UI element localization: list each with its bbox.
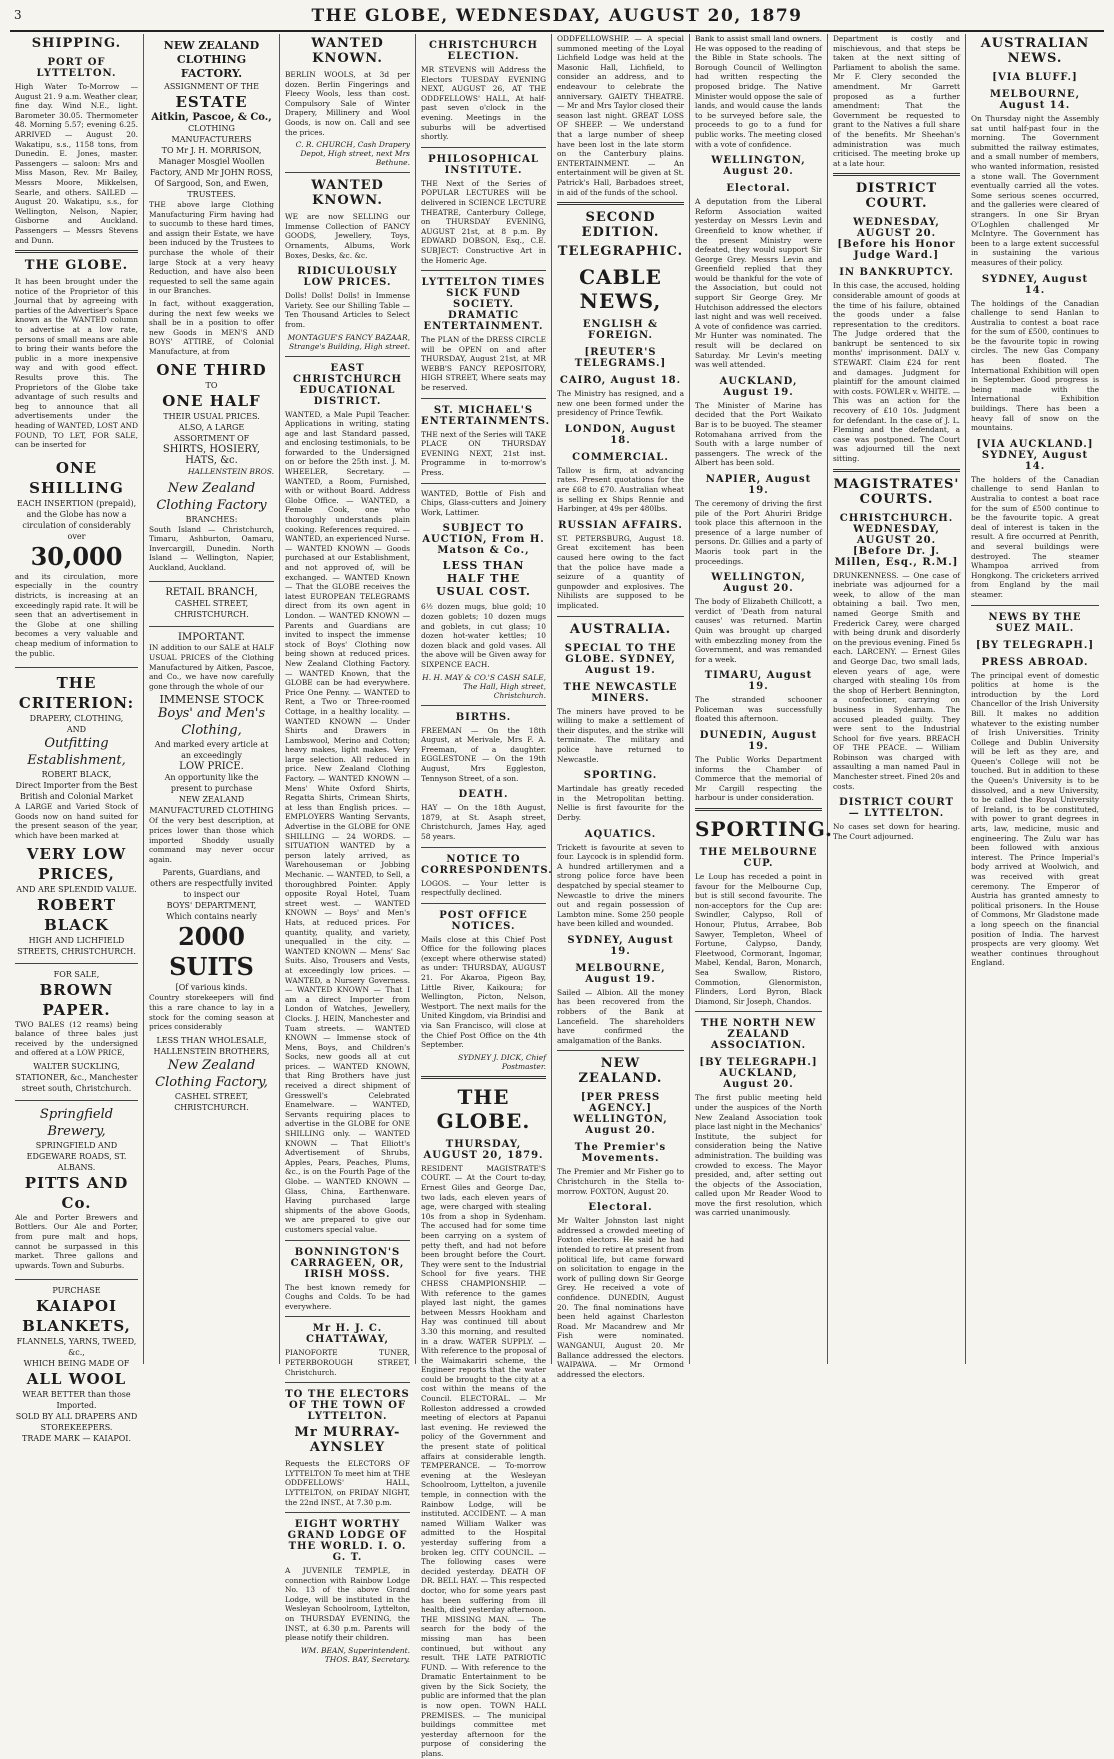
opportunity: An opportunity like the present to purchase <box>164 773 259 794</box>
nz-clothing-factory-2: New Zealand Clothing Factory, <box>155 1057 268 1090</box>
electoral-text: Mr Walter Johnston last night addressed a crowded meeting of Foxton electors. He said he had intended to retire at present from political life, but came forward on solicitation to engage in the work of pulling down Sir George Grey. He received a vote of confidence. DUNEDIN, August 20. The final nominations have been held against Charleston Road. Mr Macandrew and Mr Fish were nominated. WANGANUI, August 20. Mr Ballance addressed the electors. WAIPAWA. — Mr Ormond addressed the electors. <box>557 1216 685 1379</box>
by-telegraph: [BY TELEGRAPH.] AUCKLAND, August 20. <box>699 1057 818 1091</box>
premier-text: The Premier and Mr Fisher go to Christchurch in the Stella to-morrow. FOXTON, August 20. <box>557 1167 684 1196</box>
newcastle-text: The miners have proved to be willing to make a settlement of their disputes, and the strike will terminate. The military and police have returned to Newcastle. <box>557 706 684 764</box>
piano-text: PIANOFORTE TUNER, PETERBOROUGH STREET, Christchurch. <box>285 1348 410 1377</box>
napier-dateline: NAPIER, August 19. <box>705 473 812 496</box>
english-foreign: ENGLISH & FOREIGN. <box>582 319 659 342</box>
globe-heading: THE GLOBE. <box>436 1084 531 1133</box>
postmaster-sign: SYDNEY J. DICK, Chief Postmaster. <box>458 1052 546 1071</box>
column-1 <box>10 34 144 1444</box>
lyttelton-text: No cases set down for hearing. The Court adjourned. <box>833 822 960 841</box>
estate: ESTATE <box>175 93 248 111</box>
melbourne-dateline-2: MELBOURNE, August 14. <box>989 89 1081 111</box>
nz-tubed-clothing: NEW ZEALAND MANUFACTURED CLOTHING <box>149 795 274 816</box>
lodge-heading: EIGHT WORTHY GRAND LODGE OF THE WORLD. I. O. G. T. <box>287 1519 408 1564</box>
nz-clothing-factory: NEW ZEALAND CLOTHING FACTORY. <box>163 39 260 80</box>
contains: Which contains nearly <box>166 912 257 922</box>
melbourne-cup: THE MELBOURNE CUP. <box>699 847 818 870</box>
purchase: PURCHASE <box>52 1286 101 1296</box>
sydney-dateline: SYDNEY, August 19. <box>567 934 674 957</box>
factory-text: THE above large Clothing Manufacturing Firm having had to succumb to these hard times, and assign their Estate, we have been induced by the Trustees to purchase the whole of their large Stock at a very heavy Reduction, and have also been requested to sell the same again in our Branches. <box>149 200 274 296</box>
napier-text: The ceremony of driving the first pile of the Port Ahuriri Bridge took place this afternoon in the presence of a large number of persons. Dr. Gillies and a party of Maoris took part in the proceedings. <box>695 498 822 566</box>
moss-text: The best known remedy for Coughs and Colds. To be had everywhere. <box>285 1282 410 1311</box>
cashel-street-2: CASHEL STREET, CHRISTCHURCH. <box>174 1091 249 1112</box>
criterion-sub: DRAPERY, CLOTHING, <box>29 714 124 724</box>
port-heading: PORT OF LYTTELTON. <box>36 57 117 79</box>
via-auckland: [VIA AUCKLAND.] SYDNEY, August 14. <box>976 438 1094 472</box>
criterion-and: AND <box>66 725 87 735</box>
wanted-glass-text: WANTED, Bottle of Fish and Chips, Glass-cutters and Joinery Work, Lattimer. <box>421 488 546 517</box>
district-text: In this case, the accused, holding considerable amount of goods at the time of his failure, obtained the goods under a false representation to the creditors. The Judge ordered that the bankrupt be sentenced to six months' imprisonment. DALY v. STEWART. Claim £24 for rent and damages. Judgment for plaintiff for the amount claimed with costs. FOWLER v. WHITE. — This was an action for the recovery of £10 10s. Judgment for defendant. In the case of J. L. Fleming and the defendant, a case was postponed. The Court was adjourned till the next sitting. <box>833 281 960 463</box>
dunedin-dateline: DUNEDIN, August 19. <box>699 730 818 753</box>
reuters: [REUTER'S TELEGRAMS.] <box>574 347 667 370</box>
by-telegraph-2: [BY TELEGRAPH.] <box>975 639 1095 651</box>
berlin-wools-text: BERLIN WOOLS, at 3d per dozen. Berlin Fingerings and Fleecy Wools, less than cost. Compulsory Sale of Winter Drapery, Millinery and Wool Goods, is now on. Call and see the prices. <box>285 70 410 137</box>
kaiapoi-ad <box>15 1280 138 1450</box>
price-sub: EACH INSERTION (prepaid), and the Globe has now a circulation of considerably over <box>16 498 137 541</box>
russian-heading: RUSSIAN AFFAIRS. <box>558 519 683 531</box>
aquatics-text: Trickett is favourite at seven to four. Laycock is in splendid form. A hundred artillerymen and a strong police force have been despatched by special steamer to Newcastle to drive the miners out and regain possession of Lambton mine. Some 250 people have been killed and wounded. <box>557 842 684 929</box>
murray-aynsley: Mr MURRAY-AYNSLEY <box>294 1425 401 1456</box>
nz-factory: New Zealand Clothing Factory <box>156 480 267 513</box>
dunedin-text: The Public Works Department informs the Chamber of Commerce that the memorial of Mr Cargill respecting the harbour is under consideration. <box>695 755 822 803</box>
column-2 <box>144 34 280 1364</box>
boys-mens-clothing: Boys' and Men's Clothing, <box>157 706 266 739</box>
press-abroad: PRESS ABROAD. <box>981 656 1089 668</box>
timaru-text: The stranded schooner Policeman was successfully floated this afternoon. <box>695 695 822 724</box>
auction-heading: SUBJECT TO AUCTION, From H. Matson & Co., <box>422 523 545 557</box>
newspaper-title: THE GLOBE, WEDNESDAY, AUGUST 20, 1879 <box>311 6 803 26</box>
special-dateline: SPECIAL TO THE GLOBE. SYDNEY, August 19. <box>564 642 677 676</box>
pitts-text: Ale and Porter Brewers and Bottlers. Our Ale and Porter, from pure malt and hops, cannot be surpassed in this market. Three gallons and upwards. Town and Suburbs. <box>15 1212 138 1270</box>
lodge-text: A JUVENILE TEMPLE, in connection with Rainbow Lodge No. 13 of the above Grand Lodge, will be instituted in the Wesleyan Schoolroom, Lyttelton, on THURSDAY EVENING, the INST., at 6.30 p.m. Parents will please notify their children. <box>285 1566 410 1643</box>
st-michaels-heading: ST. MICHAEL'S ENTERTAINMENTS. <box>421 404 551 427</box>
brown-paper: BROWN PAPER. <box>39 980 114 1019</box>
sporting-text: Martindale has greatly receded in the Metropolitan betting. Nellie is first favourite for the Derby. <box>557 784 684 822</box>
post-office-text: Mails close at this Chief Post Office for the following places (except where otherwise stated) as under: THURSDAY, AUGUST 21. For Akaroa, Pigeon Bay, Little River, Kaikoura; for Wellington, Picton, Nelson, Westport. The next mails for the United Kingdom, via Brindisi and via San Francisco, will close at the Chief Post Office on the 4th September. <box>421 934 546 1050</box>
retail-ad <box>149 582 274 627</box>
columns <box>10 34 1104 1759</box>
sporting-heading-2: SPORTING. <box>695 817 834 842</box>
sporting-heading: SPORTING. <box>583 770 658 782</box>
shipping-heading: SHIPPING. <box>31 36 122 51</box>
flannels: FLANNELS, YARNS, TWEED, &c., <box>16 1337 137 1358</box>
nz-association: THE NORTH NEW ZEALAND ASSOCIATION. <box>700 1018 817 1052</box>
important: IMPORTANT. <box>178 632 245 644</box>
russian-text: ST. PETERSBURG, August 18. Great excitement has been caused here owing to the fact that the police have made a seizure of a quantity of gunpowder and explosives. The Nihilists are supposed to be implicated. <box>557 533 684 610</box>
melbourne-text: Sailed — Albion. All the money has been recovered from the robbers of the Bank at Lancefield. The shareholders have confirmed the amalgamation of the Banks. <box>557 987 684 1045</box>
wool-text: WHICH BEING MADE OF <box>23 1359 130 1369</box>
criterion-text: A LARGE and Varied Stock of Goods now on hand suited for the present season of the year, which have been marked at <box>15 802 138 840</box>
brewery-ad <box>15 1101 138 1281</box>
second-edition: SECOND EDITION. <box>581 210 660 241</box>
2000-suits: 2000 SUITS <box>169 922 254 982</box>
column-4 <box>416 34 553 1759</box>
montague-sign: MONTAGUE'S FANCY BAZAAR, Strange's Building, High street. <box>287 332 410 351</box>
shipping-text: High Water To-Morrow — August 21. 9 a.m. Weather clear, fine day. Wind N.E., light. Barometer 30.05. Thermometer 48. Morning 5.57; evening 6.25. ARRIVED — August 20. Wakatipu, s.s., 1158 tons, from Dunedin. E. Jones, master. Passengers — saloon: Mrs and Miss Mason, Rev. Mr Bailey, Messrs Moore, Mikkelsen, Searle, and others. SAILED — August 20. Wakatipu, s.s., for Wellington, Nelson, Napier, Gisborne and Auckland. Passengers — Messrs Stevens and Dunn. <box>15 82 138 245</box>
branches-list: South Island — Christchurch, Timaru, Ashburton, Oamaru, Invercargill, Dunedin. North Island — Wellington, Napier, Auckland, Auckland. <box>149 524 274 572</box>
col7-lead-text: Department is costly and mischievous, and that steps be taken at the next sitting of Parliament to abolish the same. Mr F. Clery seconded the amendment. Mr Garrett proposed as a further amendment: That the Government be requested to grant to the Natives a full share of the benefits. Mr Sheehan's administration was much criticised. The meeting broke up at a late hour. <box>833 34 960 168</box>
cairo-text: The Ministry has resigned, and a new one been formed under the presidency of Prince Tewfik. <box>557 389 684 418</box>
australia-heading: AUSTRALIA. <box>569 621 672 637</box>
important-text: IN addition to our SALE at HALF USUAL PRICES of the Clothing Manufactured by Aitken, Pascoe, and Co., we have now carefully gone through the whole of our <box>149 643 274 691</box>
district-date: WEDNESDAY, AUGUST 20. [Before his Honor Judge Ward.] <box>837 217 956 262</box>
all-wool: ALL WOOL <box>26 1370 127 1389</box>
brewery-address: SPRINGFIELD AND EDGEWARE ROADS, ST. ALBANS. <box>26 1140 127 1172</box>
st-michaels-text: THE next of the Series will TAKE PLACE ON THURSDAY EVENING NEXT, 21st inst. Programme in to-morrow's Press. <box>421 429 546 478</box>
low-price: LOW PRICE. <box>179 761 244 773</box>
wanted-known-heading: WANTED KNOWN. <box>311 36 384 66</box>
low-prices: VERY LOW PRICES, <box>26 844 127 883</box>
page-number: 3 <box>14 8 22 22</box>
globe-notice-title: THE GLOBE. <box>24 258 129 274</box>
boys-department: BOYS' DEPARTMENT, <box>166 901 257 911</box>
circulation-number: 30,000 <box>30 541 123 571</box>
bonnington-heading: BONNINGTON'S CARRAGEEN, OR, IRISH MOSS. <box>290 1246 405 1280</box>
may-sign: H. H. MAY & CO.'S CASH SALE, The Hall, High street, Christchurch. <box>422 672 546 700</box>
cable-news: CABLE NEWS, <box>579 265 662 314</box>
magistrates-text: DRUNKENNESS. — One case of inebriate was adjourned for a week, to allow of the man obtaining a bail. Two men, named George Smith and Frederick Carey, were charged with being drunk and disorderly on the previous evening. Fined 5s each. LARCENY. — Ernest Giles and George Dac, two small lads, eleven years of age, were charged with stealing 10s from the shop of Herbert Bennington, a confectioner, carrying on business in Sydenham. The accused pleaded guilty. They were sent to the Industrial School for five years. BREACH OF THE PEACE. — William Robinson was charged with assaulting a man named Paul in Manchester street. Fined 20s and costs. <box>833 570 960 791</box>
newcastle-heading: THE NEWCASTLE MINERS. <box>563 681 678 704</box>
births-heading: BIRTHS. <box>455 711 512 723</box>
lyttelton-court: DISTRICT COURT — LYTTELTON. <box>839 797 954 820</box>
correspondents-text: LOGOS. — Your letter is respectfully declined. <box>421 878 546 898</box>
london-dateline: LONDON, August 18. <box>564 423 677 446</box>
criterion-title: THE CRITERION: <box>18 674 135 713</box>
timaru-dateline: TIMARU, August 19. <box>704 670 813 693</box>
post-office-heading: POST OFFICE NOTICES. <box>439 909 528 932</box>
shirts: SHIRTS, HOSIERY, HATS, &c. <box>162 443 261 466</box>
brown-paper-text: TWO BALES (12 reams) being balance of three bales just received by the undersigned and offered at a LOW PRICE, <box>15 1019 138 1058</box>
cup-text: Le Loup has receded a point in favour for the Melbourne Cup, but is still second favourite. The non-acceptors for the Cup are: Swindler, Calypso, Roll of Honour, Plutus, Arrabee, Bob Sawyer, Templeton, Wheel of Fortune, Calypso, Dandy, Fleetwood, Cormorant, Ingomar, Mabel, Kendal, Baron, Monarch, Sea Swallow, Ristoro, Commotion, Glenormiston, Flinders, Lord Byron, Black Diamond, Sir Joseph, Chandos. <box>695 872 822 1006</box>
ridiculously-low: RIDICULOUSLY LOW PRICES. <box>297 266 398 289</box>
telegraphic: TELEGRAPHIC. <box>557 244 684 260</box>
one-third: ONE THIRD <box>156 360 267 379</box>
births-text: FREEMAN — On the 18th August, at Merivale, Mrs F. A. Freeman, of a daughter. EGGLESTONE — On the 19th August, Mrs Eggleston, Tennyson Street, of a son. <box>421 725 546 783</box>
globe-notice-text: It has been brought under the notice of the Proprietor of this Journal that by agreeing with parties of the Advertiser's Space known as the WANTED column to advertise at a low rate, persons of small means are able to bring their wants before the public in a more inexpensive way and with good effect. Results prove this. The Proprietors of the Globe take advantage of such results and beg to announce that all advertisements under the heading of WANTED, LOST AND FOUND, TO LET, FOR SALE, can be inserted for <box>15 277 138 450</box>
less-than-half: LESS THAN HALF THE USUAL COST. <box>436 559 531 599</box>
globe-date: THURSDAY, AUGUST 20, 1879. <box>423 1138 544 1161</box>
factory-text-2: In fact, without exaggeration, during the next few weeks we shall be in a position to offer new Goods in MEN'S AND BOYS' ATTIRE, of Colonial Manufacture, at from <box>149 298 274 356</box>
sydney-text: The holdings of the Canadian challenge to send Hanlan to Australia to contest a boat race for the sum of £500, continues to be the favourite topic in rowing circles. The new Gas Company has been floated. The International Exhibition will open in September. Good progress is being made with the International Exhibition buildings. There has been a heavy fall of snow on the mountains. <box>971 298 1099 433</box>
electoral-text-2: A deputation from the Liberal Reform Association waited yesterday on Messrs Levin and Greenfield to know whether, if the present Ministry were defeated, they would support Sir George Grey. Messrs Levin and Greenfield replied that they would be thankful for the vote of the Association, but could not support Sir George Grey. Mr Hutchison addressed the electors last night and was well received. A vote of confidence was carried. Mr Hunter was nominated. The result will be declared on Saturday. Mr Levin's meeting was well attended. <box>695 197 822 370</box>
assignment: ASSIGNMENT OF THE <box>164 82 259 91</box>
magistrates-courts: MAGISTRATES' COURTS. <box>833 476 960 507</box>
col5-lead-text: ODDFELLOWSHIP. — A special summoned meeting of the Loyal Lichfield Lodge was held at the Masonic Hall, Lichfield, to consider an address, and to endeavour to celebrate the anniversary. GAIETY THEATRE. — Mr and Mrs Taylor closed their season last night. GREAT LOSS OF SHEEP. — We understand that a large number of sheep have been lost in the late storm on the Canterbury plains. ENTERTAINMENT. — An entertainment will be given at St. Patrick's Hall, Barbadoes street, in aid of the funds of the school. <box>557 34 684 197</box>
immense-stock: IMMENSE STOCK <box>159 693 264 707</box>
splendid-value: AND ARE SPLENDID VALUE. <box>16 884 137 894</box>
auckland-dateline: AUCKLAND, August 19. <box>719 375 798 398</box>
globe-price-ad <box>15 453 138 668</box>
electoral-heading-2: Electoral. <box>726 183 791 195</box>
column-6 <box>690 34 834 1364</box>
wellington-dateline: WELLINGTON, August 20. <box>711 155 806 178</box>
parents: Parents, Guardians, and others are respectfully invited to inspect our <box>150 868 273 900</box>
dolls-text: Dolls! Dolls! Dolls! in Immense Variety. See our Shilling Table — Ten Thousand Articles to Select from. <box>285 291 410 329</box>
kaiapoi-blankets: KAIAPOI BLANKETS, <box>22 1297 131 1336</box>
melbourne-dateline: MELBOURNE, August 19. <box>575 962 666 985</box>
new-zealand-heading: NEW ZEALAND. <box>578 1056 663 1087</box>
via-bluff: [VIA BLUFF.] <box>992 72 1078 83</box>
wanted-known-heading-2: WANTED KNOWN. <box>311 178 384 209</box>
masthead <box>10 4 1104 32</box>
philosophical-text: THE Next of the Series of POPULAR LECTURES will be delivered in SCIENCE LECTURE THEATRE, Canterbury College, on THURSDAY EVENING, AUGUST 21st, at 8 p.m. By EDWARD DOBSON, Esq., C.E. SUBJECT: Constructive Art in the Homeric Age. <box>421 178 546 265</box>
sold-by: SOLD BY ALL DRAPERS AND STOREKEEPERS. <box>15 1412 138 1433</box>
stevens-text: MR STEVENS will Address the Electors TUESDAY EVENING NEXT, AUGUST 26, AT THE ODDFELLOWS' HALL, At half-past seven o'clock in the evening. Meetings in the suburbs will be advertised shortly. <box>421 65 546 142</box>
district-heading: EAST CHRISTCHURCH EDUCATIONAL DISTRICT. <box>293 362 402 407</box>
globe-text: RESIDENT MAGISTRATE'S COURT. — At the Court to-day, Ernest Giles and George Dac, two lads, each eleven years of age, were charged with stealing 10s from a shop in Sydenham. The accused had for some time been carrying on a system of petty theft, and had not before been brought before the Court. They were sent to the Industrial School for five years. THE CHESS CHAMPIONSHIP. — With reference to the games played last night, the games between Messrs Hookham and Hay was continued till about 3.30 this morning, and resulted in a draw. WATER SUPPLY. — With reference to the proposal of the Waimakariri scheme, the Engineer reports that the water could be brought to the city at a cost within the means of the Council. ELECTORAL. — Mr Rolleston addressed a crowded meeting of electors at Papanui last evening. He reviewed the policy of the Government and the present state of political affairs at considerable length. TEMPERANCE. — To-morrow evening at the Wesleyan Schoolroom, Lyttelton, a juvenile temple, in connection with the Rainbow Lodge, will be instituted. ACCIDENT. — A man named William Walker was admitted to the Hospital yesterday suffering from a broken leg. CITY COUNCIL. — The following cases were decided yesterday. DEATH OF DR. BELL HAY. — This respected doctor, who for some years past has been suffering from ill health, died yesterday afternoon. THE MISSING MAN. — The search for the body of the missing man has been continued, but without any result. THE LATE PATRIOTIC FUND. — With reference to the Dramatic Entertainment to be given by the Sick Society, the public are informed that the plan is now open. TOWN HALL PREMISES. — The municipal buildings committee met yesterday afternoon for the purpose of considering the plans. <box>421 1163 546 1759</box>
cashel-street: CASHEL STREET, CHRISTCHURCH. <box>174 599 249 620</box>
sydney-text-2: The holders of the Canadian challenge to send Hanlan to Australia to contest a boat race for the sum of £500 continue to be the favourite topic. A great deal of interest is taken in the result. A fire occurred at Penrith, and several buildings were destroyed. The steamer Whampoa arrived from Hongkong. The cricketers arrived from England by the mail steamer. <box>971 474 1099 599</box>
suckling-address: STATIONER, &c., Manchester street south, Christchurch. <box>15 1072 138 1093</box>
hallenstein-sign: HALLENSTEIN BROS. <box>187 466 274 476</box>
commercial-heading: COMMERCIAL. <box>572 451 669 463</box>
wellington-text: The body of Elizabeth Chillcott, a verdict of 'Death from natural causes' was returned. Martin Quin was brought up charged with embezzling money from the Government, and was remanded for a week. <box>695 597 822 664</box>
column-5 <box>552 34 690 1379</box>
death-heading: DEATH. <box>458 789 509 801</box>
commercial-text: Tallow is firm, at advancing rates. Present quotations for the are £68 to £70. Australian wheat is selling ex Ships Rennie and Harbinger, at 49s per 480lbs. <box>557 465 684 514</box>
also: ALSO, A LARGE ASSORTMENT OF <box>173 422 250 443</box>
fancy-goods-text: WE are now SELLING our Immense Collection of FANCY GOODS, Jewellery, Toys, Ornaments, Albums, Work Boxes, Desks, &c. &c. <box>285 212 410 260</box>
country-text: Country storekeepers will find this a rare chance to lay in a stock for the coming season at prices considerably <box>149 993 274 1032</box>
sydney-dateline-2: SYDNEY, August 14. <box>981 273 1089 296</box>
murray-text: Requests the ELECTORS OF LYTTELTON To meet him at THE ODDFELLOWS' HALL, LYTTELTON, on FRIDAY NIGHT, the 22nd INST., At 7.30 p.m. <box>285 1459 410 1507</box>
lodge-sign: WM. BEAN, Superintendent. THOS. BAY, Secretary. <box>300 1645 410 1664</box>
death-text: HAY — On the 18th August, 1879, at St. Asaph street, Christchurch, James Hay, aged 58 years. <box>421 803 546 841</box>
goods-list: 6½ dozen mugs, blue gold; 10 dozen goblets; 10 dozen mugs and goblets, in cut glass; 10 dozen hot-water kettles; 10 dozen black and gold vases. All the above will be Given away for SIXPENCE EACH. <box>421 602 546 669</box>
plan-text: The PLAN of the DRESS CIRCLE will be OPEN on and after THURSDAY, August 21st, at MR WEBB'S FANCY REPOSITORY, HIGH STREET, Where seats may be reserved. <box>421 335 546 393</box>
circulation-text: and its circulation, more especially in the country districts, is increasing at an exceedingly rapid rate. It will be seen that an advertisement in the Globe at one shilling becomes a very valuable and cheap medium of information to the public. <box>15 571 138 658</box>
price-heading: ONE SHILLING <box>29 458 124 497</box>
to: TO <box>205 380 218 390</box>
wanted-ads-text: WANTED, a Male Pupil Teacher. Applications in writing, stating age and last Standard passed, and enclosing testimonials, to be forwarded to the Undersigned on or before the 25th inst. J. M. WHEELER, Secretary. — WANTED, a Room, Furnished, with or without Board. Address Globe Office. — WANTED, a Female Cook, one who thoroughly understands plain cooking. References required. — WANTED, an experienced Nurse. — WANTED KNOWN — Goods purchased at our Establishment, and not approved of, will be exchanged. — WANTED Known — That the GLOBE receives the latest EUROPEAN TELEGRAMS direct from its own agent in London. — WANTED KNOWN — Parents and Guardians are invited to inspect the immense stock of Boys' Clothing now being shown at reduced prices. New Zealand Clothing Factory. — WANTED Known, that the GLOBE can be had everywhere. Price One Penny. — WANTED to Rent, a Two or Three-roomed Cottage, in a healthy locality. — WANTED KNOWN — Under Shirts and Drawers in Lambswool, Merino and Cotton; heavy makes, light makes. Very large selection. All reduced in price. New Zealand Clothing Factory. — WANTED KNOWN — Mens' White Oxford Shirts, Regatta Shirts, Crimean Shirts, at less than English prices. — EMPLOYERS Wanting Servants, Advertise in the GLOBE for ONE SHILLING — 24 WORDS. — SITUATION WANTED by a person lately arrived, as Warehouseman or Jobbing Mechanic. — WANTED, to Sell, a thoroughbred Pointer. Apply opposite Royal Hotel, Tuam street west. — WANTED KNOWN — Boys' and Men's Hats, at reduced prices. For quantity, quality, and variety, unequalled in the city. — WANTED KNOWN — Mens' Sac Suits. Also, Trousers and Vests, at exceedingly low prices. — WANTED, a Nursery Governess. — WANTED KNOWN — That I am a direct Importer from London of Watches, Jewellery, Clocks. J. HEIN, Manchester and Tuam streets. — WANTED KNOWN — Immense stock of Mens, Boys, and Children's Socks, new goods all at cut prices. — WANTED KNOWN, that Ring Brothers have just received a direct shipment of Gresswell's Celebrated Enamelware. — WANTED, Servants requiring places to advertise in the GLOBE for ONE SHILLING only. — WANTED KNOWN — That Elliott's Advertisement of Shrubs, Apples, Pears, Peaches, Plums, &c., is on the Fourth Page of the Globe. — WANTED KNOWN — Glass, China, Earthenware. Having purchased large shipments of the above Goods, we are prepared to give our customers special value. <box>285 409 410 1234</box>
one-half: ONE HALF <box>162 391 261 410</box>
suckling-name: WALTER SUCKLING, <box>33 1061 120 1071</box>
aitkin-pascoe: Aitkin, Pascoe, & Co., <box>151 112 272 123</box>
branches: BRANCHES: <box>185 514 238 524</box>
district-court: DISTRICT COURT. <box>855 181 938 212</box>
col6-lead-text: Bank to assist small land owners. He was opposed to the reading of the Bible in State schools. The Borough Council of Wellington had written respecting the proposed bridge. The Native Minister would oppose the sale of lands, and would cause the lands to be surveyed before sale, the proceeds to go to a fund for public works. The meeting closed with a vote of confidence. <box>695 34 822 149</box>
clothing-manufacturers: CLOTHING MANUFACTURERS <box>171 124 252 144</box>
column-8 <box>966 34 1104 1364</box>
robert-black: ROBERT BLACK <box>36 895 116 934</box>
electoral-heading: Electoral. <box>588 1202 653 1214</box>
australian-news-heading: AUSTRALIAN NEWS. <box>980 36 1090 66</box>
church-sign: C. R. CHURCH, Cash Drapery Depot, High street, next Mrs Bethune. <box>295 140 410 168</box>
important-ad <box>149 627 274 1118</box>
election-heading: CHRISTCHURCH ELECTION. <box>429 40 538 62</box>
auckland-text: The Minister of Marine has decided that the Port Waikato Bar is to be buoyed. The steamer Rotomahana arrived from the South with a large number of passengers. The wreck of the Albert has been sold. <box>695 400 822 468</box>
for-sale: FOR SALE, <box>53 969 100 979</box>
brewery-name: Springfield Brewery, <box>39 1106 114 1139</box>
hallenstein-brothers: HALLENSTEIN BROTHERS, <box>153 1046 270 1056</box>
less-than-wholesale: LESS THAN WHOLESALE, <box>156 1035 267 1045</box>
wear-better: WEAR BETTER than those Imported. <box>22 1390 131 1411</box>
criterion-desc: Direct Importer from the Best British and Colonial Market <box>15 781 138 802</box>
philosophical-heading: PHILOSOPHICAL INSTITUTE. <box>428 153 539 176</box>
in-bankruptcy: IN BANKRUPTCY. <box>839 267 954 279</box>
suez-text: The principal event of domestic politics at home is the introduction by the Lord Chancellor of the Irish University Bill. It makes no addition whatever to the existing number of Irish Universities. Trinity College and Dublin University will be left as they are, and Queen's College will not be touched. But in addition to these the Queen's University is to be dissolved, and a new University, to be called the Royal University of Ireland, is to be constituted, with power to grant degrees in arts, law, medicine, music and engineering. The Zulu war has been followed with anxious interest. The Prince Imperial's body arrived at Woolwich, and was received with great ceremony. The Emperor of Austria has granted amnesty to political prisoners. In the House of Commons, Mr Gladstone made a long speech on the financial position of India. The harvest prospects are very gloomy. Wet weather continues throughout England. <box>971 670 1099 968</box>
association-text: The first public meeting held under the auspices of the North New Zealand Association took place last night in the Mechanics' Institute, the subject for consideration being the Native administration. The building was crowded to excess. The Mayor presided, and, after setting out the objects of the Association, called upon Mr Reader Wood to move the first resolution, which was carried unanimously. <box>695 1093 822 1218</box>
criterion-name: ROBERT BLACK, <box>41 770 112 780</box>
brown-paper-ad <box>15 964 138 1101</box>
column-3 <box>280 34 416 1664</box>
robert-black-address: HIGH AND LICHFIELD STREETS, CHRISTCHURCH. <box>17 935 136 956</box>
magistrates-sub: CHRISTCHURCH. WEDNESDAY, AUGUST 20. [Before Dr. J. Millen, Esq., R.M.] <box>834 512 959 568</box>
melbourne-text-2: On Thursday night the Assembly sat until half-past four in the morning. The Government submitted the railway estimates, and a small number of members, who wanted information, resisted a stone wall. The Government eventually carried all the votes. Some serious scenes occurred, and the galleries were cleared of strangers. In one Sir Bryan O'Loghlen challenged Mr McIntyre. The Government has been to a large extent successful in sustaining the various measures of their policy. <box>971 114 1099 267</box>
column-7 <box>828 34 966 1364</box>
lyttelton-times-heading: LYTTELTON TIMES SICK FUND SOCIETY. DRAMATIC ENTERTAINMENT. <box>421 277 546 333</box>
correspondents-heading: NOTICE TO CORRESPONDENTS. <box>421 853 553 876</box>
aitkin-ad <box>149 34 274 582</box>
suez-mail: NEWS BY THE SUEZ MAIL. <box>988 611 1082 634</box>
tubed-text: Of the very best description, at prices lower than those which imported Shoddy usually command may never occur again. <box>149 816 274 864</box>
suits-sub: [Of various kinds. <box>175 983 248 993</box>
trade-mark: TRADE MARK — KAIAPOI. <box>22 1434 131 1444</box>
chattaway-heading: Mr H. J. C. CHATTAWAY, <box>305 1323 390 1346</box>
marked: And marked every article at an exceedingly <box>154 740 269 761</box>
aquatics-heading: AQUATICS. <box>584 828 657 840</box>
usual-prices: THEIR USUAL PRICES. <box>163 411 260 421</box>
retail-branch: RETAIL BRANCH, <box>165 587 258 599</box>
cairo-dateline: CAIRO, August 18. <box>559 375 682 387</box>
premier-heading: The Premier's Movements. <box>574 1142 667 1165</box>
criterion-ad <box>15 668 138 963</box>
press-assoc: [PER PRESS AGENCY.] WELLINGTON, August 20. <box>573 1092 668 1137</box>
trustees: TO Mr J. H. MORRISON, Manager Mosgiel Woollen Factory, AND Mr JOHN ROSS, Of Sargood, Son, and Ewen, TRUSTEES. <box>150 146 273 199</box>
electors-heading: TO THE ELECTORS OF THE TOWN OF LYTTELTON. <box>285 1389 410 1423</box>
pitts-name: PITTS AND Co. <box>24 1173 129 1212</box>
wellington-dateline-2: WELLINGTON, August 20. <box>711 572 806 595</box>
criterion-sub2: Outfitting Establishment, <box>27 736 126 769</box>
